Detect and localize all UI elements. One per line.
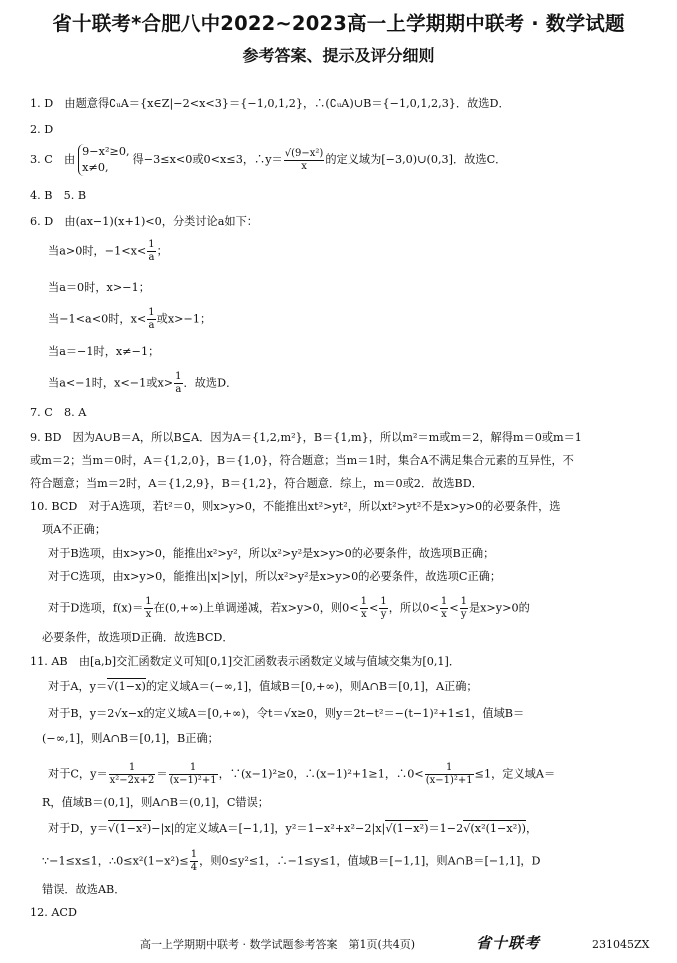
answer-10-line-1: 10. BCD 对于A选项，若t²＝0，则x>y>0，不能推出xt²>yt²，所以xt²>yt²不是x>y>0的必要条件，选 (30, 500, 561, 513)
option-d-fraction-5 (460, 597, 468, 620)
answer-3-cond-1: 9−x²≥0, (82, 145, 130, 158)
page-subtitle: 参考答案、提示及评分细则 (242, 46, 435, 65)
brand-logo: 省十联考 (476, 934, 541, 952)
option-d11-radical-2: √(1−x²) (385, 822, 429, 835)
answer-11-intro: 11. AB 由[a,b]交汇函数定义可知[0,1]交汇函数表示函数定义域与值域交集为[0,1]． (30, 655, 461, 668)
option-d-fraction-1 (144, 597, 152, 620)
answer-11-option-b: 对于B，y＝2√x−x的定义域A＝[0,+∞)，令t＝√x≥0，则y＝2t−t²＝−(t−1)²+1≤1，值域B＝ (48, 707, 525, 720)
fraction-3-numerator: 1 (380, 596, 387, 607)
case-3-end: 或x>−1； (156, 312, 212, 326)
case-1-denominator: a (148, 252, 155, 263)
c-fraction-2-denominator: (x−1)²+1 (169, 775, 217, 786)
option-d-fraction-3 (379, 597, 387, 620)
option-a-end: 的定义域A＝(−∞,1]，值域B＝[0,+∞)，则A∩B＝[0,1]，A正确； (145, 680, 478, 693)
answer-11-option-a (48, 681, 478, 692)
fraction-1-numerator: 1 (145, 596, 152, 607)
option-d-fraction-4 (440, 597, 448, 620)
answer-6-case-2: 当a＝0时，x>−1； (48, 281, 150, 294)
option-d-less-than-1: < (369, 601, 379, 615)
answer-11-option-d (48, 823, 537, 834)
answer-4-5: 4. B 5. B (30, 189, 87, 202)
fraction-5-numerator: 1 (460, 596, 467, 607)
answer-9-line-2: 或m＝2；当m＝0时，A＝{1,2,0}，B＝{1,0}，符合题意；当m＝1时，集合A不满足集合元素的互异性，不 (30, 454, 574, 467)
case-3-denominator: a (148, 320, 155, 331)
case-5-numerator: 1 (175, 371, 182, 382)
answer-9-line-1: 9. BD 因为A∪B＝A，所以B⊆A．因为A＝{1,2,m²}，B＝{1,m}，所以m²＝m或m＝2，解得m＝0或m＝1 (30, 431, 582, 444)
c-fraction-3-denominator: (x−1)²+1 (425, 775, 473, 786)
option-a-radical: √(1−x) (107, 680, 146, 693)
answer-11-conclusion: 错误．故选AB． (42, 883, 126, 896)
footer-text: 高一上学期期中联考 · 数学试题参考答案 第1页(共4页) (140, 938, 416, 951)
case-1-numerator: 1 (148, 239, 155, 250)
answer-11-option-d-cont (42, 850, 541, 873)
option-d-less-than-2: < (449, 601, 459, 615)
option-c-end: ≤1，定义域A＝ (474, 767, 556, 781)
fraction-3-denominator: y (380, 609, 387, 620)
answer-6-case-3 (48, 308, 211, 331)
answer-3-denominator: x (301, 160, 307, 172)
option-d11-fraction (190, 850, 198, 873)
answer-9-line-3: 符合题意；当m＝2时，A＝{1,2,9}，B＝{1,2}，符合题意．综上，m＝0或2．故选BD． (30, 477, 483, 490)
c-fraction-3-numerator: 1 (425, 763, 474, 775)
option-d11-cont-lead: ∵−1≤x≤1，∴0≤x²(1−x²)≤ (42, 854, 189, 868)
option-d11-mid: −|x|的定义域A＝[−1,1]，y²＝1−x²+x²−2|x| (151, 822, 386, 835)
answer-11-option-c (48, 763, 555, 786)
case-5-denominator: a (175, 384, 182, 395)
option-c-fraction-3 (425, 763, 474, 786)
answer-11-option-c-cont: R，值域B＝(0,1]，则A∩B＝(0,1]，C错误； (42, 796, 269, 809)
option-c-fraction-2 (169, 763, 218, 786)
option-d-end: 是x>y>0的 (468, 601, 530, 615)
answer-7-8: 7. C 8. A (30, 406, 87, 419)
d11-fraction-denominator: 4 (190, 862, 198, 873)
answer-3-numerator: √(9−x²) (284, 147, 324, 159)
case-5-fraction (174, 372, 182, 395)
option-d11-comma: ， (525, 822, 538, 835)
case-1-text: 当a>0时，−1<x< (48, 244, 147, 258)
answer-3-system (78, 144, 129, 176)
option-a-lead: 对于A，y＝ (48, 680, 108, 693)
answer-3-cond-2: x≠0, (82, 161, 109, 175)
option-d11-radical-3: √(x²(1−x²)) (463, 822, 526, 835)
answer-10-conclusion: 必要条件，故选项D正确．故选BCD． (42, 631, 234, 644)
option-c-lead: 对于C，y＝ (48, 767, 108, 781)
option-d-mid-2: ，所以0< (388, 601, 439, 615)
fraction-4-denominator: x (441, 609, 447, 620)
answer-6-case-5 (48, 372, 237, 395)
answer-3-lead: 3. C 由 (30, 153, 76, 167)
answer-10-option-d (48, 597, 530, 620)
answer-6-case-1 (48, 240, 168, 263)
answer-3-end: 的定义域为[−3,0)∪(0,3]．故选C． (325, 153, 507, 167)
option-c-mid: ，∵(x−1)²≥0，∴(x−1)²+1≥1，∴0< (218, 767, 424, 781)
case-1-end: ； (156, 244, 168, 258)
case-3-numerator: 1 (148, 307, 155, 318)
option-d11-mid-2: ＝1−2 (428, 822, 464, 835)
case-3-text: 当−1<a<0时，x< (48, 312, 147, 326)
case-5-text: 当a<−1时，x<−1或x> (48, 376, 174, 390)
option-d-lead: 对于D选项，f(x)＝ (48, 601, 144, 615)
case-5-end: ．故选D． (183, 376, 238, 390)
option-d11-radical-1: √(1−x²) (108, 822, 152, 835)
answer-3-mid: 得−3≤x<0或0<x≤3，∴y＝ (132, 153, 283, 167)
answer-2: 2. D (30, 123, 54, 136)
fraction-1-denominator: x (145, 609, 152, 620)
answer-12: 12. ACD (30, 906, 77, 919)
case-1-fraction (147, 240, 155, 263)
page-title: 省十联考*合肥八中2022~2023高一上学期期中联考 · 数学试题 (52, 12, 625, 35)
answer-3-fraction (284, 149, 325, 172)
answer-10-option-b: 对于B选项，由x>y>0，能推出x²>y²，所以x²>y²是x>y>0的必要条件，故选项B正确； (48, 547, 495, 560)
fraction-5-denominator: y (460, 609, 467, 620)
answer-1: 1. D 由题意得∁ᵤA＝{x∈Z|−2<x<3}＝{−1,0,1,2}，∴(∁ᵤA)∪B＝{−1,0,1,2,3}．故选D． (30, 97, 510, 110)
document-code: 231045ZX (592, 938, 650, 951)
fraction-2-denominator: x (360, 609, 367, 620)
fraction-2-numerator: 1 (360, 596, 367, 607)
option-c-equals: ＝ (156, 767, 168, 781)
option-d-fraction-2 (360, 597, 368, 620)
option-c-fraction-1 (109, 763, 156, 786)
d11-fraction-numerator: 1 (190, 849, 198, 860)
c-fraction-1-denominator: x²−2x+2 (109, 775, 155, 786)
answer-10-line-2: 项A不正确； (42, 523, 107, 536)
fraction-4-numerator: 1 (440, 596, 448, 607)
c-fraction-2-numerator: 1 (169, 763, 218, 775)
case-3-fraction (147, 308, 155, 331)
c-fraction-1-numerator: 1 (109, 763, 156, 775)
option-d-mid-1: 在(0,+∞)上单调递减，若x>y>0，则0< (153, 601, 359, 615)
answer-3 (30, 144, 506, 176)
answer-10-option-c: 对于C选项，由x>y>0，能推出|x|>|y|，所以x²>y²是x>y>0的必要条件，故选项C正确； (48, 570, 502, 583)
answer-11-option-b-cont: (−∞,1]，则A∩B＝[0,1]，B正确； (42, 732, 219, 745)
answer-6: 6. D 由(ax−1)(x+1)<0，分类讨论a如下： (30, 215, 258, 228)
option-d11-cont-end: ，则0≤y²≤1，∴−1≤y≤1，值域B＝[−1,1]，则A∩B＝[−1,1]，D (199, 854, 541, 868)
option-d11-lead: 对于D，y＝ (48, 822, 109, 835)
answer-6-case-4: 当a＝−1时，x≠−1； (48, 345, 160, 358)
